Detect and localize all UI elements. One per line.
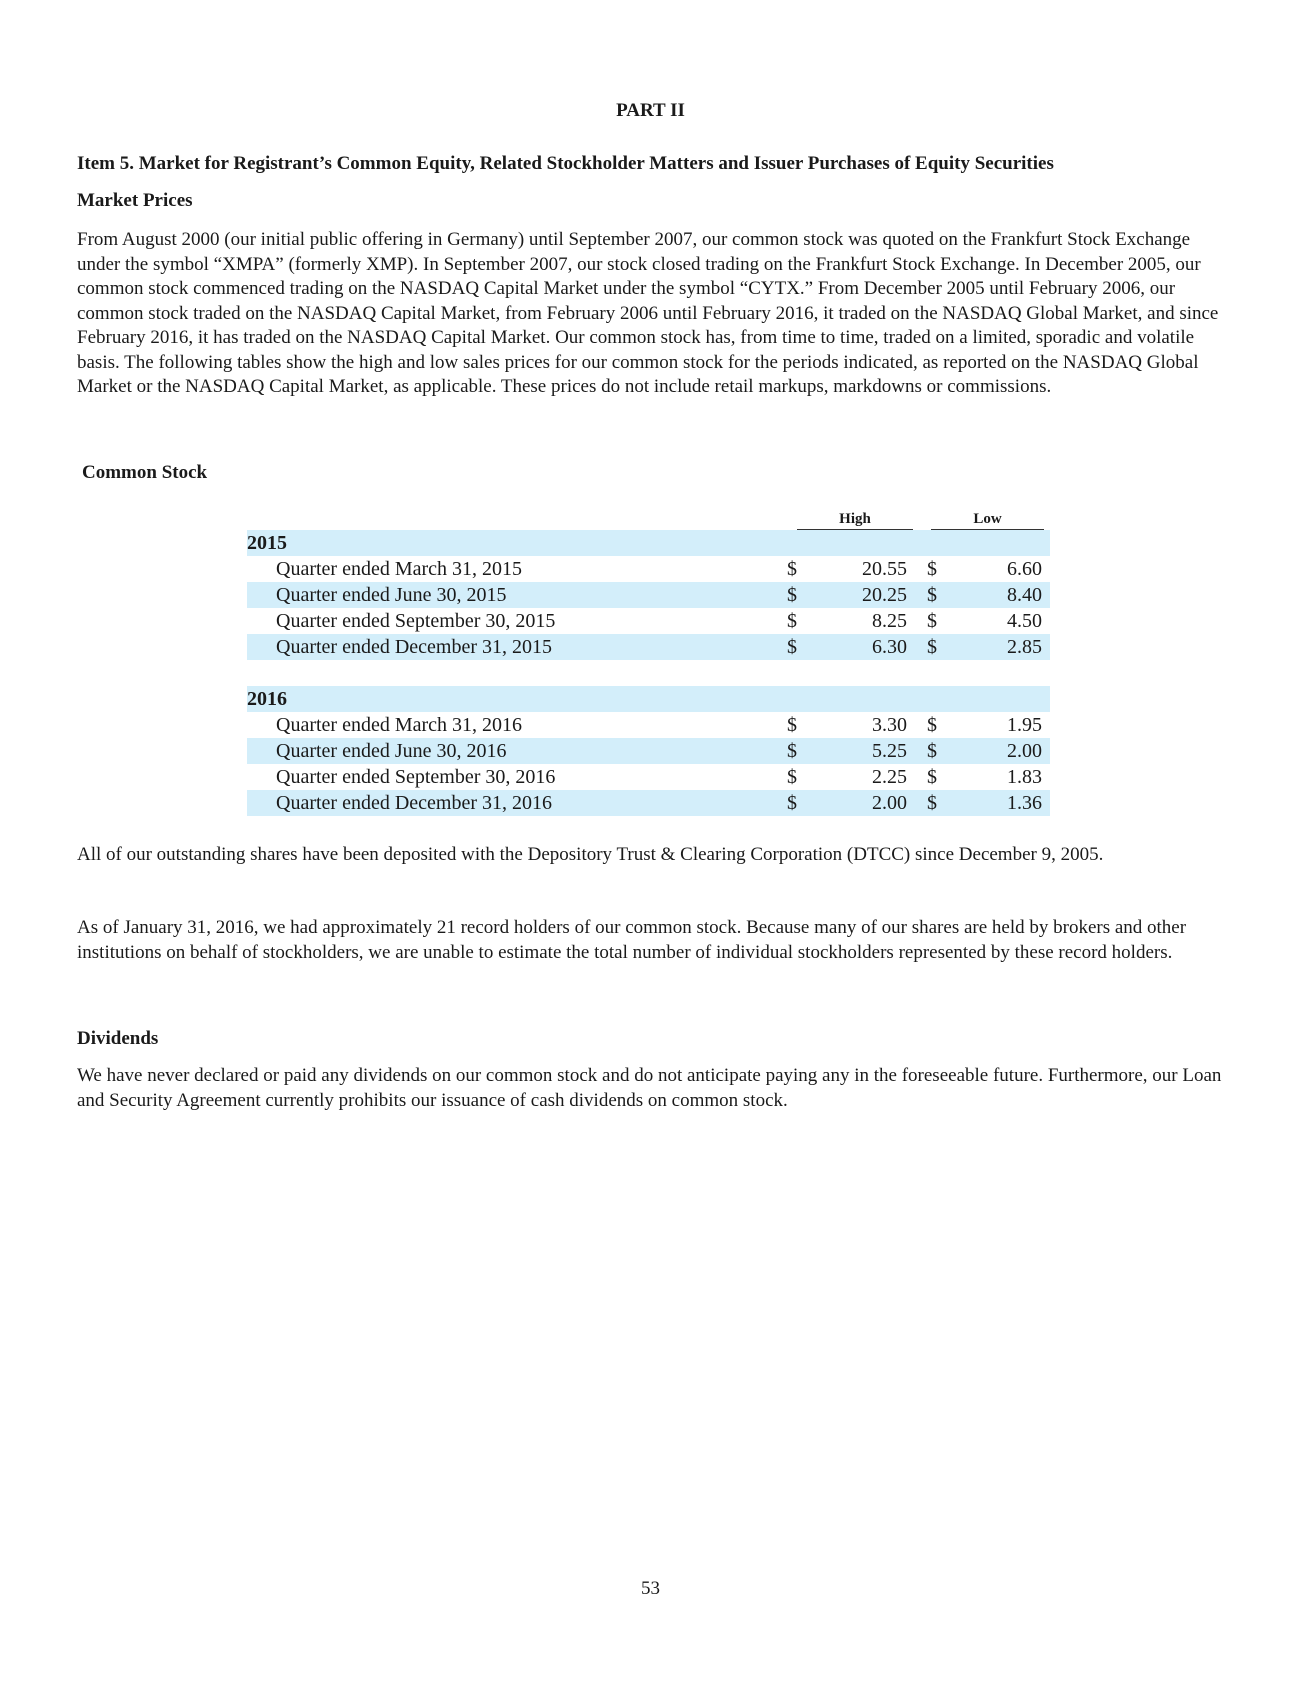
high-value: 2.00 (872, 792, 907, 814)
year-label: 2015 (247, 532, 287, 554)
page-number: 53 (641, 1578, 660, 1599)
currency-symbol: $ (787, 636, 797, 658)
quarter-label: Quarter ended March 31, 2016 (276, 714, 523, 736)
market-prices-heading: Market Prices (77, 190, 193, 211)
low-value: 4.50 (1007, 610, 1042, 632)
quarter-label: Quarter ended June 30, 2015 (276, 584, 507, 606)
table-row (247, 634, 1050, 660)
currency-symbol: $ (787, 584, 797, 606)
item-title: Item 5. Market for Registrant’s Common Equity, Related Stockholder Matters and Issuer Purchases of Equity Securities (77, 153, 1054, 174)
quarter-label: Quarter ended June 30, 2016 (276, 740, 507, 762)
table-row (247, 764, 1050, 790)
currency-symbol: $ (927, 792, 937, 814)
table-row (247, 608, 1050, 634)
currency-symbol: $ (927, 610, 937, 632)
low-value: 2.00 (1007, 740, 1042, 762)
currency-symbol: $ (927, 740, 937, 762)
quarter-label: Quarter ended September 30, 2016 (276, 766, 556, 788)
currency-symbol: $ (927, 766, 937, 788)
dividends-heading: Dividends (77, 1028, 159, 1049)
market-prices-paragraph: From August 2000 (our initial public offering in Germany) until September 2007, our common stock was quoted on the Frankfurt Stock Exchange under the symbol “XMPA” (formerly XMP). In September 2007, our stock closed trading on the Frankfurt Stock Exchange. In December 2005, our common stock commenced trading on the NASDAQ Capital Market under the symbol “CYTX.” From December 2005 until February 2006, our common stock traded on the NASDAQ Capital Market, from February 2006 until February 2016, it traded on the NASDAQ Global Market, and since February 2016, it has traded on the NASDAQ Capital Market. Our common stock has, from time to time, traded on a limited, sporadic and volatile basis. The following tables show the high and low sales prices for our common stock for the periods indicated, as reported on the NASDAQ Global Market or the NASDAQ Capital Market, as applicable. These prices do not include retail markups, markdowns or commissions. (77, 229, 1219, 397)
part-heading: PART II (616, 100, 685, 121)
quarter-label: Quarter ended September 30, 2015 (276, 610, 556, 632)
table-row (247, 790, 1050, 816)
quarter-label: Quarter ended December 31, 2016 (276, 792, 552, 814)
dividends-paragraph: We have never declared or paid any dividends on our common stock and do not anticipate paying any in the foreseeable future. Furthermore, our Loan and Security Agreement currently prohibits our issuance of cash dividends on common stock. (77, 1065, 1222, 1111)
table-row (247, 582, 1050, 608)
column-header-high: High (797, 511, 913, 530)
column-header-low: Low (931, 511, 1044, 530)
currency-symbol: $ (787, 714, 797, 736)
high-value: 2.25 (872, 766, 907, 788)
currency-symbol: $ (927, 558, 937, 580)
quarter-label: Quarter ended March 31, 2015 (276, 558, 523, 580)
year-row-2015 (247, 530, 1050, 556)
low-value: 6.60 (1007, 558, 1042, 580)
high-value: 20.55 (862, 558, 907, 580)
currency-symbol: $ (787, 766, 797, 788)
low-value: 2.85 (1007, 636, 1042, 658)
currency-symbol: $ (787, 740, 797, 762)
high-value: 20.25 (862, 584, 907, 606)
quarter-label: Quarter ended December 31, 2015 (276, 636, 552, 658)
high-value: 5.25 (872, 740, 907, 762)
currency-symbol: $ (927, 714, 937, 736)
low-value: 1.95 (1007, 714, 1042, 736)
low-value: 1.36 (1007, 792, 1042, 814)
currency-symbol: $ (787, 558, 797, 580)
currency-symbol: $ (927, 584, 937, 606)
currency-symbol: $ (787, 610, 797, 632)
dtcc-paragraph: All of our outstanding shares have been deposited with the Depository Trust & Clearing Corporation (DTCC) since December 9, 2005. (77, 844, 1104, 865)
high-value: 8.25 (872, 610, 907, 632)
high-value: 3.30 (872, 714, 907, 736)
year-row-2016 (247, 686, 1050, 712)
table-row (247, 712, 1050, 738)
stock-price-table (247, 530, 1050, 816)
currency-symbol: $ (927, 636, 937, 658)
record-holders-paragraph: As of January 31, 2016, we had approximately 21 record holders of our common stock. Because many of our shares are held by brokers and other institutions on behalf of stockholders, we are unable to estimate the total number of individual stockholders represented by these record holders. (77, 917, 1187, 963)
year-label: 2016 (247, 688, 287, 710)
currency-symbol: $ (787, 792, 797, 814)
low-value: 8.40 (1007, 584, 1042, 606)
high-value: 6.30 (872, 636, 907, 658)
spacer-row (247, 660, 1050, 686)
low-value: 1.83 (1007, 766, 1042, 788)
common-stock-heading: Common Stock (82, 462, 208, 483)
table-row (247, 556, 1050, 582)
table-row (247, 738, 1050, 764)
